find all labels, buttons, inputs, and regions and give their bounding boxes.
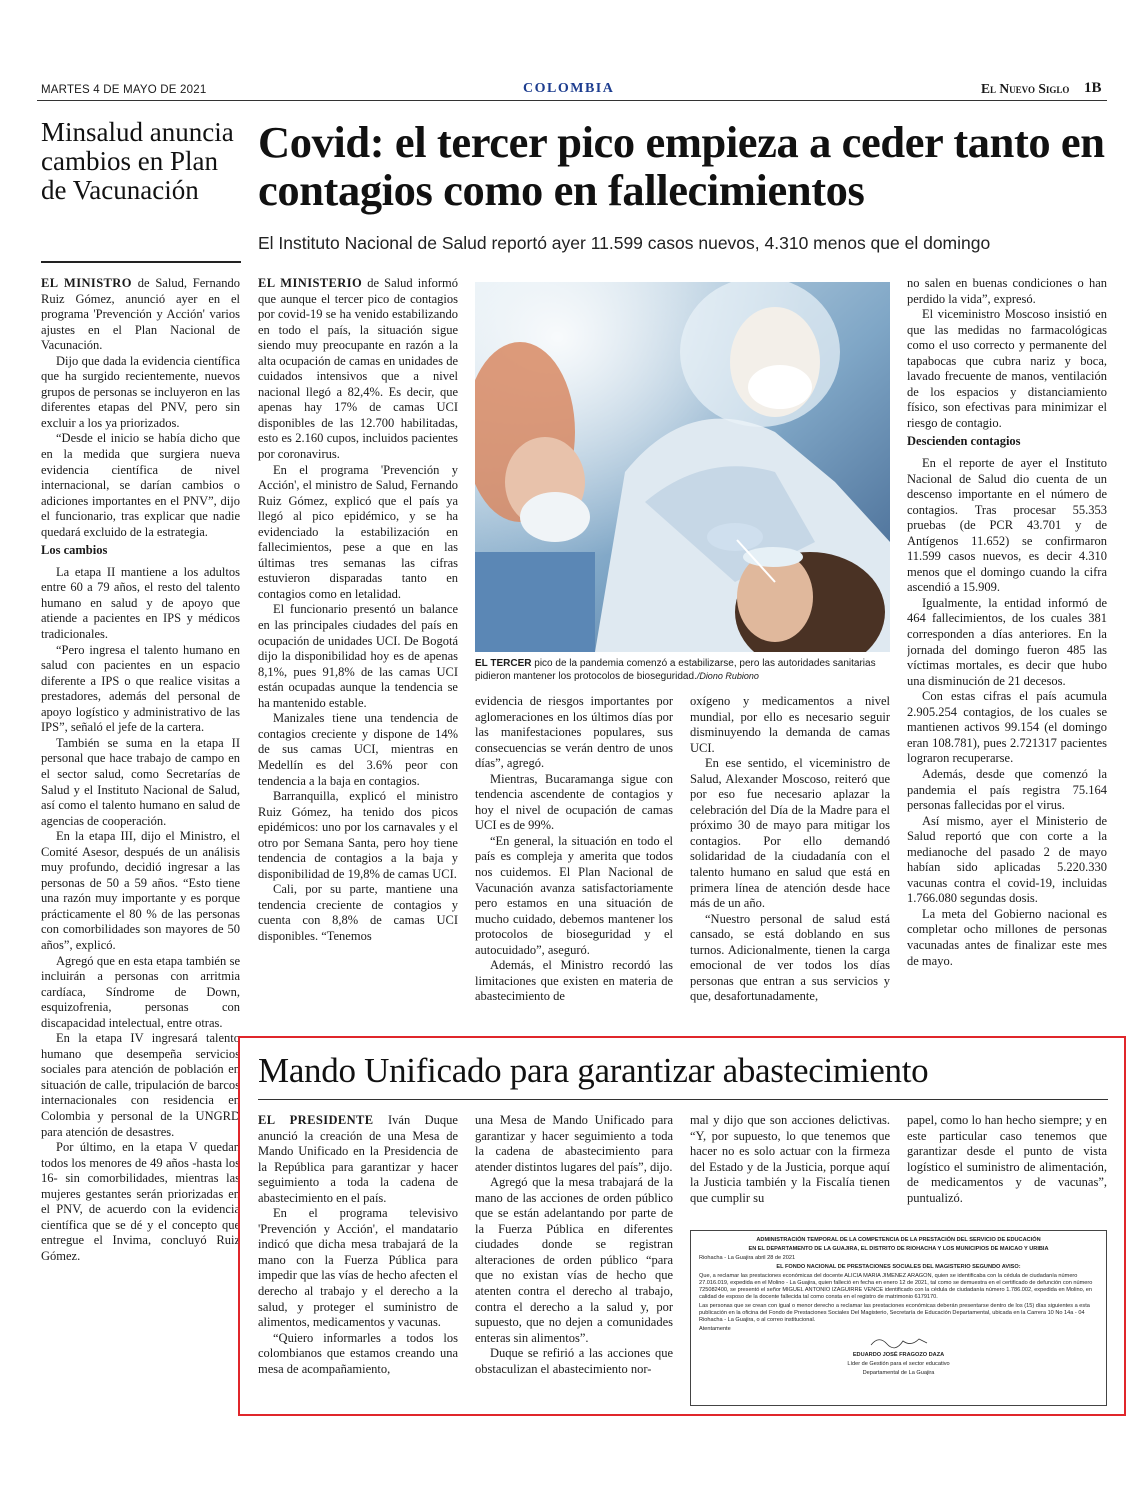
issue-date: MARTES 4 DE MAYO DE 2021 bbox=[41, 84, 207, 96]
main-story-column-3 bbox=[690, 694, 890, 1028]
paragraph-text: En el programa televisivo 'Prevención y Acción', el mandatario indicó que dicha mesa trabajará de la mano con la Fuerza Pública para impedir que las vías de hecho afecten el derecho al trabajo y el derecho a la salud, y proteger el suministro de alimentos, medicamentos y vacunas. bbox=[258, 1206, 458, 1330]
box-headline: Mando Unificado para garantizar abastecimiento bbox=[258, 1051, 929, 1090]
paragraph bbox=[907, 596, 1107, 689]
notice-heading-1: ADMINISTRACIÓN TEMPORAL DE LA COMPETENCIA DE LA PRESTACIÓN DEL SERVICIO DE EDUCACIÓN bbox=[756, 1237, 1041, 1243]
paragraph bbox=[475, 1175, 673, 1346]
side-title-rule bbox=[41, 261, 241, 263]
paragraph-text: Dijo que dada la evidencia científica que ha surgido recientemente, nuevos grupos de personas se incluyeron en las diferentes etapas del PNV, pero sin excluir a los ya priorizados. bbox=[41, 353, 240, 430]
paragraph bbox=[907, 814, 1107, 907]
main-story-column-2 bbox=[475, 694, 673, 1028]
paragraph bbox=[41, 276, 240, 354]
side-story-title: Minsalud anuncia cambios en Plan de Vacunación bbox=[41, 117, 234, 205]
paragraph bbox=[690, 756, 890, 911]
paragraph bbox=[475, 1346, 673, 1377]
notice-heading-3: EL FONDO NACIONAL DE PRESTACIONES SOCIALES DEL MAGISTERIO SEGUNDO AVISO: bbox=[776, 1264, 1021, 1270]
paragraph bbox=[258, 1113, 458, 1206]
caption-text: pico de la pandemia comenzó a estabilizarse, pero las autoridades sanitarias pidieron mantener los protocolos de bioseguridad. bbox=[475, 658, 876, 682]
notice-body-1: Que, a reclamar las prestaciones económicas del docente ALICIA MARIA JIMENEZ ARAGON, quien se identificaba con la cédula de ciudadanía número 27.016.019, expedida en el Molino - La Guajira, quien falleció en fecha en enero 12 de 2021, tal como se demuestra en el certificado de defunción con número 725082400, se presentó el señor MIGUEL ANTONIO IZAGUIRRE VENCE identificado con la cédula de ciudadanía número 1.786.002, expedida en Molino, en calidad de esposo de la docente fallecida tal como consta en el registro de matrimonio 6179170. bbox=[699, 1273, 1093, 1300]
notice-role-1: Líder de Gestión para el sector educativo bbox=[847, 1361, 950, 1367]
paragraph bbox=[475, 958, 673, 1005]
paragraph bbox=[907, 907, 1107, 969]
paragraph bbox=[258, 789, 458, 882]
box-story-column-1 bbox=[258, 1113, 458, 1408]
photo-credit: /Diono Rubiono bbox=[696, 671, 759, 681]
legal-notice bbox=[690, 1230, 1107, 1406]
paragraph bbox=[690, 694, 890, 756]
paragraph bbox=[41, 954, 240, 1032]
paragraph bbox=[907, 767, 1107, 814]
paragraph-text: En la etapa IV ingresará talento humano que desempeña servicios sociales para atención de población en situación de calle, tripulación de barcos internacionales con residencia en Colombia y personal de la UNGRD para atención de desastres. bbox=[41, 1031, 240, 1139]
paragraph bbox=[41, 565, 240, 643]
paragraph bbox=[41, 643, 240, 736]
paragraph bbox=[41, 354, 240, 432]
box-title-rule bbox=[258, 1099, 1108, 1100]
paragraph-text: Mientras, Bucaramanga sigue con tendencia ascendente de contagios y hoy el nivel de ocupación de camas UCI es de 99%. bbox=[475, 771, 673, 833]
caption-lead: EL TERCER bbox=[475, 658, 532, 669]
paragraph-text: Con estas cifras el país acumula 2.905.254 contagios, de los cuales se mantienen activos 99.154 (el domingo eran 108.781), pues 2.721317 pacientes lograron recuperarse. bbox=[907, 689, 1107, 766]
box-story-column-4 bbox=[907, 1113, 1107, 1223]
paragraph bbox=[475, 694, 673, 772]
paragraph bbox=[258, 711, 458, 789]
paragraph-text: En ese sentido, el viceministro de Salud, Alexander Moscoso, reiteró que por eso fue necesario aplazar la celebración del Día de la Madre para el próximo 30 de mayo para mitigar los contagios. Por ello demandó solidaridad de la ciudadanía con el talento humano en salud que está en primera línea de atención desde hace más de un año. bbox=[690, 756, 890, 911]
paragraph bbox=[258, 602, 458, 711]
paragraph bbox=[258, 1206, 458, 1330]
paragraph-text: El viceministro Moscoso insistió en que las medidas no farmacológicas como el uso correcto y permanente del tapabocas que cubra nariz y boca, lavado frecuente de manos, ventilación de los espacios y distanciamiento físico, son efectivas para minimizar el riesgo de contagio. bbox=[907, 307, 1107, 430]
paragraph-text: Duque se refirió a las acciones que obstaculizan el abastecimiento nor- bbox=[475, 1346, 673, 1376]
paragraph-text: Manizales tiene una tendencia de contagios creciente y dispone de 14% de sus camas UCI, mientras en Medellín es del 3.6% peor con tendencia a la baja en contagios. bbox=[258, 711, 458, 788]
paragraph-text: no salen en buenas condiciones o han perdido la vida”, expresó. bbox=[907, 276, 1107, 306]
paragraph bbox=[41, 736, 240, 829]
paragraph-text: Igualmente, la entidad informó de 464 fallecimientos, de los cuales 381 corresponden a días anteriores. En la jornada del domingo fueron 485 las víctimas mortales, es decir que hubo una disminución de 21 decesos. bbox=[907, 595, 1107, 688]
box-story-column-2 bbox=[475, 1113, 673, 1408]
paragraph-text: Barranquilla, explicó el ministro Ruiz Gómez, ha tenido dos picos epidémicos: uno por los carnavales y el otro por Semana Santa, pero hoy tiene tendencia de contagios a la baja y disponibilidad de 19,8% de camas UCI. bbox=[258, 789, 458, 881]
paragraph-text: El funcionario presentó un balance en las principales ciudades del país en ocupación de unidades UCI. De Bogotá dijo la disponibilidad hoy es de apenas 8,1%, pues 91,8% de las camas UCI están ocupadas aunque la tendencia se ha mantenido estable. bbox=[258, 602, 458, 710]
paragraph bbox=[258, 276, 458, 463]
paragraph-text: evidencia de riesgos importantes por aglomeraciones en los últimos días por las manifestaciones populares, sus consecuencias se verán dentro de unos días”, agregó. bbox=[475, 694, 673, 771]
paragraph bbox=[907, 1113, 1107, 1206]
box-story-column-3 bbox=[690, 1113, 890, 1223]
signature-block bbox=[699, 1335, 1098, 1377]
side-story-body bbox=[41, 276, 240, 1416]
main-story-column-1 bbox=[258, 276, 458, 1028]
health-worker-photo bbox=[475, 282, 890, 652]
main-headline: Covid: el tercer pico empieza a ceder tanto en contagios como en fallecimientos bbox=[258, 117, 1105, 215]
paragraph-text: “En general, la situación en todo el país es compleja y amerita que todos nos cuidemos. El Plan Nacional de Vacunación avanza satisfactoriamente pero estamos en una situación de mucho cuidado, debemos mantener los protocolos de bioseguridad y el autocuidado”, aseguró. bbox=[475, 833, 673, 957]
paragraph-text: de Salud informó que aunque el tercer pico de contagios por covid-19 se ha venido estabilizando en todo el país, la situación sigue siendo muy preocupante en razón a la alta ocupación de camas en unidades de cuidados intensivos que a nivel nacional llegó a 82,4%. Es decir, que apenas hay 17% de camas UCI disponibles de las 12.700 habilitadas, esto es 2.160 cupos, incluidos pacientes por coronavirus. bbox=[258, 276, 458, 462]
lead-in: EL PRESIDENTE bbox=[258, 1113, 374, 1127]
section-name: COLOMBIA bbox=[523, 81, 615, 96]
paragraph bbox=[41, 1031, 240, 1140]
paragraph bbox=[258, 1331, 458, 1378]
paragraph-text: También se suma en la etapa II personal que hace trabajo de campo en el sector salud, como Secretarías de Salud y el Instituto Nacional de Salud, así como el talento humano en salud de agencias de cooperación. bbox=[41, 735, 240, 828]
paragraph-text: Agregó que la mesa trabajará de la mano de las acciones de orden público que se están adelantando por parte de la Fuerza Pública en diferentes ciudades donde se registran alteraciones de orden público “para que no existan vías de hecho que atenten contra el derecho al trabajo, contra el derecho a la salud y, por supuesto, que no dejen a comunidades enteras sin alimentos”. bbox=[475, 1175, 673, 1345]
paragraph bbox=[690, 1113, 890, 1206]
notice-body-2: Las personas que se crean con igual o menor derecho a reclamar las prestaciones económicas deberán presentarse dentro de los (15) días siguientes a esta publicación en la oficina del Fondo de Prestaciones Sociales Del Magisterio, Secretaría de Educación Departamental, ubicada en la Carrera 10 No 14a - 04 Riohacha - La Guajira, o al correo institucional. bbox=[699, 1303, 1090, 1323]
notice-closing: Atentamente bbox=[699, 1326, 731, 1332]
paragraph bbox=[258, 463, 458, 603]
subheading: Descienden contagios bbox=[907, 434, 1021, 449]
paragraph-text: Cali, por su parte, mantiene una tendencia creciente de contagios y cuenta con 8,8% de camas UCI disponibles. “Tenemos bbox=[258, 882, 458, 943]
paragraph-text: Además, desde que comenzó la pandemia el país registra 75.164 personas fallecidas por el virus. bbox=[907, 766, 1107, 813]
header-rule bbox=[37, 100, 1107, 101]
notice-signer: EDUARDO JOSÉ FRAGOZO DAZA bbox=[852, 1352, 945, 1358]
paragraph-text: mal y dijo que son acciones delictivas. “Y, por supuesto, lo que tenemos que hacer no es solo actuar con la firmeza del Estado y de la Justicia, porque aquí la Justicia también y la Fiscalía tienen que cumplir su bbox=[690, 1113, 890, 1205]
paragraph bbox=[41, 431, 240, 540]
paragraph-text: Así mismo, ayer el Ministerio de Salud reportó que con corte a la medianoche del pasado 2 de mayo habían sido aplicadas 5.220.330 vacunas contra el covid-19, incluidas 1.766.080 segundas dosis. bbox=[907, 813, 1107, 906]
notice-place-date: Riohacha - La Guajira abril 28 de 2021 bbox=[699, 1255, 796, 1261]
lead-in: EL MINISTRO bbox=[41, 276, 132, 290]
paragraph-text: “Quiero informarles a todos los colombianos que estamos creando una mesa de acompañamiento, bbox=[258, 1330, 458, 1376]
paragraph-text: “Nuestro personal de salud está cansado, se está doblando en sus turnos. Adicionalmente, tienen la carga emocional de ver todos los días personas que entran a sus servicios y que, desafortunadamente, bbox=[690, 911, 890, 1004]
paragraph bbox=[41, 1140, 240, 1264]
paragraph bbox=[258, 882, 458, 944]
page-number: 1B bbox=[1084, 80, 1102, 96]
paragraph-text: “Pero ingresa el talento humano en salud con pacientes en un espacio diferente a IPS o que realice visitas a prestadores, además del personal de apoyo logístico y administrativo de las IPS”, señaló el jefe de la cartera. bbox=[41, 642, 240, 735]
paragraph-text: La meta del Gobierno nacional es completar ocho millones de personas vacunadas antes de finalizar este mes de mayo. bbox=[907, 906, 1107, 968]
lead-in: EL MINISTERIO bbox=[258, 276, 363, 290]
paragraph-text: En el reporte de ayer el Instituto Nacional de Salud dio cuenta de un descenso importante en el número de contagios. Tras procesar 55.353 pruebas (de PCR 43.701 y de Antígenos 11.652) se confirmaron 11.599 casos nuevos, es decir 4.310 menos que el domingo cuando la cifra ascendió a 15.909. bbox=[907, 456, 1107, 595]
signature-scribble bbox=[869, 1335, 929, 1349]
paragraph bbox=[690, 912, 890, 1005]
paragraph bbox=[907, 276, 1107, 307]
paragraph-text: papel, como lo han hecho siempre; y en este particular caso tenemos que garantizar desde el punto de vista logístico el suministro de alimentación, de medicamentos y de vacunas”, puntualizó. bbox=[907, 1113, 1107, 1205]
paragraph bbox=[907, 689, 1107, 767]
newspaper-name: El Nuevo Siglo bbox=[981, 81, 1070, 96]
paragraph bbox=[907, 307, 1107, 431]
notice-heading-2: EN EL DEPARTAMENTO DE LA GUAJIRA, EL DISTRITO DE RIOHACHA Y LOS MUNICIPIOS DE MAICAO Y URIBIA bbox=[748, 1246, 1049, 1252]
paragraph bbox=[475, 834, 673, 958]
paragraph-text: Por último, en la etapa V quedan todos los menores de 49 años -hasta los 16- sin comorbilidades, mientras las mujeres gestantes serán priorizadas en el PNV, de acuerdo con la evidencia científica que se dé y el concepto que entregue el Invima, concluyó Ruiz Gómez. bbox=[41, 1140, 240, 1263]
paragraph-text: En el programa 'Prevención y Acción', el ministro de Salud, Fernando Ruiz Gómez, explicó que el país ya llegó al pico epidémico, y se ha evidenciado la estabilización en fallecimientos, pese a que en las últimas tres semanas las cifras estuvieron disparadas tanto en contagios como en letalidad. bbox=[258, 462, 458, 601]
paragraph-text: oxígeno y medicamentos a nivel mundial, por ello es necesario seguir disminuyendo la demanda de camas UCI. bbox=[690, 694, 890, 755]
main-subtitle: El Instituto Nacional de Salud reportó ayer 11.599 casos nuevos, 4.310 menos que el domingo bbox=[258, 233, 991, 253]
paragraph-text: La etapa II mantiene a los adultos entre 60 a 79 años, el resto del talento humano en salud y de apoyo que atiende a pacientes en IPS y médicos tradicionales. bbox=[41, 564, 240, 642]
paragraph bbox=[907, 456, 1107, 596]
paragraph-text: Además, el Ministro recordó las limitaciones que existen en materia de abastecimiento de bbox=[475, 958, 673, 1004]
photo-caption bbox=[475, 657, 890, 683]
paragraph bbox=[475, 1113, 673, 1175]
paragraph bbox=[41, 829, 240, 953]
paragraph-text: de Salud, Fernando Ruiz Gómez, anunció ayer en el programa 'Prevención y Acción' varios ajustes en el Plan Nacional de Vacunación. bbox=[41, 276, 240, 353]
paragraph-text: Agregó que en esta etapa también se incluirán a personas con arritmia cardíaca, Síndrome de Down, esquizofrenia, personas con discapacidad intelectual, entre otras. bbox=[41, 953, 240, 1030]
paragraph-text: “Desde el inicio se había dicho que en la medida que surgiera nueva evidencia científica de nivel internacional, se darían cambios o adiciones importantes en el PNV”, dijo el funcionario, tras explicar que nadie quedará excluido de la estrategia. bbox=[41, 431, 240, 539]
notice-role-2: Departamental de La Guajira bbox=[862, 1370, 935, 1376]
paragraph bbox=[475, 772, 673, 834]
paragraph-text: Iván Duque anunció la creación de una Mesa de Mando Unificado en la Presidencia de la República para garantizar y hacer seguimiento a toda la cadena de abastecimiento en el país. bbox=[258, 1113, 458, 1205]
subheading: Los cambios bbox=[41, 543, 108, 558]
main-story-column-4 bbox=[907, 276, 1107, 1028]
paragraph-text: En la etapa III, dijo el Ministro, el Comité Asesor, después de un análisis muy profundo, decidió ingresar a las personas de 50 a 59 años. “Esto tiene una razón muy importante y es porque prácticamente el 80 % de las personas con comorbilidades son mayores de 50 años”, explicó. bbox=[41, 829, 240, 952]
paragraph-text: una Mesa de Mando Unificado para garantizar y hacer seguimiento a toda la cadena de abastecimiento para atender distintos lugares del país”, dijo. bbox=[475, 1113, 673, 1174]
